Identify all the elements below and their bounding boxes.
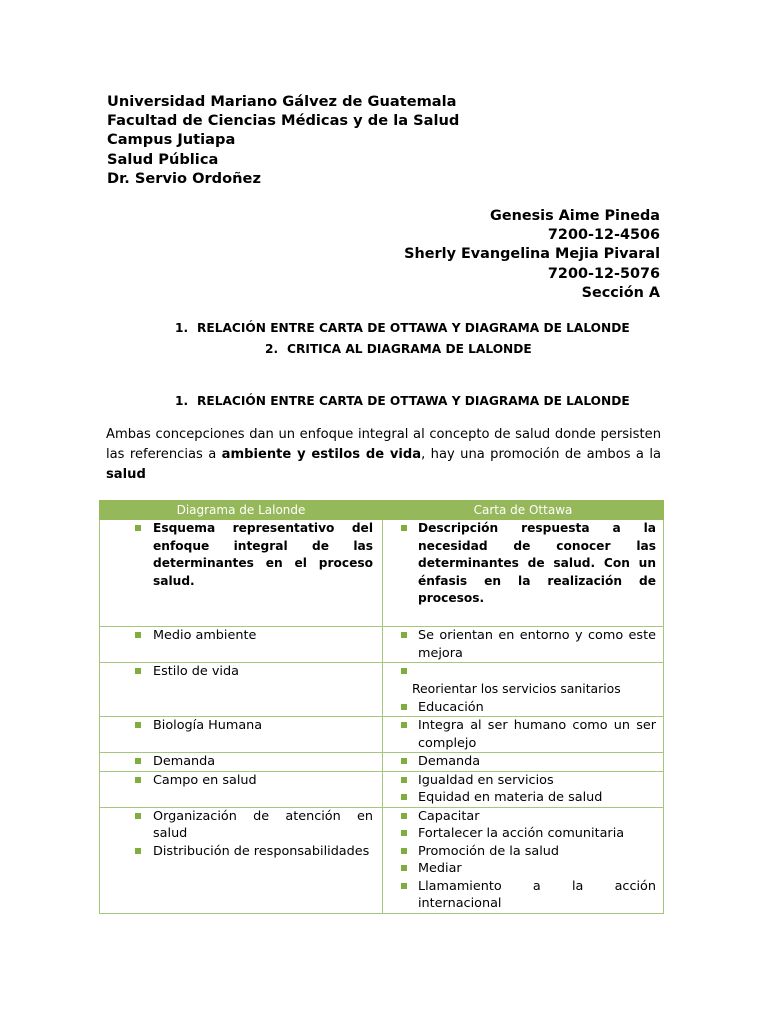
toc-item-2: [265, 340, 532, 358]
square-bullet-icon: [401, 758, 407, 764]
intro-text: , hay una promoción de ambos a la: [421, 447, 661, 462]
table-cell: [383, 807, 664, 913]
list-item: [383, 772, 663, 790]
table-cell: [100, 520, 383, 627]
table-row: [100, 807, 664, 913]
list-item-text: Reorientar los servicios sanitarios: [412, 681, 621, 696]
list-item-text: Organización de atención en salud: [153, 808, 373, 841]
square-bullet-icon: [135, 525, 141, 531]
list-item-text: Se orientan en entorno y como este mejora: [418, 628, 656, 661]
list-item: [383, 878, 663, 913]
list-item-text: Integra al ser humano como un ser complejo: [418, 718, 656, 751]
list-item: [383, 717, 663, 752]
list-item: [383, 520, 663, 608]
list-item-text: Esquema representativo del enfoque integral de las determinantes en el proceso salud.: [153, 521, 373, 588]
square-bullet-icon: [135, 758, 141, 764]
table-cell: [100, 717, 383, 753]
list-item-text: Medio ambiente: [153, 628, 257, 643]
square-bullet-icon: [401, 525, 407, 531]
table-cell: [100, 663, 383, 717]
square-bullet-icon: [401, 668, 407, 674]
square-bullet-icon: [401, 794, 407, 800]
square-bullet-icon: [401, 704, 407, 710]
table-row: [100, 717, 664, 753]
square-bullet-icon: [401, 830, 407, 836]
list-item: [383, 627, 663, 662]
list-item: [100, 520, 382, 590]
list-item: [100, 808, 382, 843]
comparison-table: [99, 500, 664, 914]
table-cell: [100, 807, 383, 913]
section-number: 1.: [175, 394, 189, 408]
list-item: [100, 717, 382, 735]
table-cell: [383, 753, 664, 772]
table-cell: [100, 753, 383, 772]
intro-text: Ambas concepciones dan un enfoque integral al concepto de salud donde persisten las referencias a: [106, 427, 661, 462]
empty-line: [418, 663, 656, 680]
table-row: [100, 771, 664, 807]
table-row: [100, 663, 664, 717]
list-item: [383, 825, 663, 843]
section-1-heading: [175, 392, 630, 410]
author-2-id: 7200-12-5076: [547, 265, 660, 282]
campus-name: Campus Jutiapa: [107, 131, 236, 149]
toc-item-text: RELACIÓN ENTRE CARTA DE OTTAWA Y DIAGRAMA DE LALONDE: [197, 321, 630, 335]
table-cell: [383, 520, 664, 627]
list-item-text: Educación: [418, 699, 484, 715]
author-1-name: Genesis Aime Pineda: [490, 208, 660, 224]
toc-item-number: 2.: [265, 342, 279, 356]
list-item: [100, 843, 382, 861]
toc-item-number: 1.: [175, 321, 189, 335]
list-item-text: Estilo de vida: [153, 664, 239, 679]
table-cell: [100, 627, 383, 663]
square-bullet-icon: [135, 632, 141, 638]
faculty-name: Facultad de Ciencias Médicas y de la Salud: [107, 112, 460, 130]
list-item-text: Descripción respuesta a la necesidad de conocer las determinantes de salud. Con un énfasis en la realización de procesos.: [418, 521, 656, 605]
author-1-id: 7200-12-4506: [547, 227, 660, 244]
table-cell: [383, 771, 664, 807]
list-item: [100, 753, 382, 771]
square-bullet-icon: [401, 865, 407, 871]
list-item-text: Llamamiento a la acción internacional: [418, 878, 656, 911]
column-header-ottawa: Carta de Ottawa: [383, 501, 664, 520]
square-bullet-icon: [135, 848, 141, 854]
list-item: [383, 808, 663, 826]
toc-item-text: CRITICA AL DIAGRAMA DE LALONDE: [287, 342, 532, 356]
course-name: Salud Pública: [107, 150, 219, 168]
column-header-lalonde: Diagrama de Lalonde: [100, 501, 383, 520]
intro-emphasis: ambiente y estilos de vida: [221, 447, 422, 462]
square-bullet-icon: [135, 813, 141, 819]
square-bullet-icon: [401, 632, 407, 638]
list-item-text: Promoción de la salud: [418, 843, 560, 859]
square-bullet-icon: [401, 848, 407, 854]
square-bullet-icon: [135, 668, 141, 674]
table-row: [100, 753, 664, 772]
section-label: Sección A: [581, 284, 660, 301]
list-item-text: Biología Humana: [153, 718, 263, 733]
list-item-text: Fortalecer la acción comunitaria: [418, 826, 625, 841]
list-item: [100, 663, 382, 681]
intro-emphasis: salud: [106, 467, 146, 482]
list-item: [383, 789, 663, 807]
square-bullet-icon: [401, 777, 407, 783]
square-bullet-icon: [401, 722, 407, 728]
list-item-text: Demanda: [418, 754, 481, 769]
list-item: [383, 843, 663, 861]
table-row: [100, 627, 664, 663]
author-2-name: Sherly Evangelina Mejia Pivaral: [404, 246, 660, 263]
table-row: [100, 520, 664, 627]
intro-paragraph: [106, 425, 661, 485]
list-item-text: Capacitar: [418, 808, 480, 824]
list-item-text: Mediar: [418, 861, 462, 876]
list-item: [383, 860, 663, 878]
table-header-row: [100, 501, 664, 520]
list-item: [100, 772, 382, 790]
list-item-text: Distribución de responsabilidades: [153, 843, 370, 859]
square-bullet-icon: [135, 722, 141, 728]
university-name: Universidad Mariano Gálvez de Guatemala: [107, 93, 457, 110]
table-cell: [383, 663, 664, 717]
table-cell: [100, 771, 383, 807]
table-cell: [383, 717, 664, 753]
square-bullet-icon: [135, 777, 141, 783]
list-item-text: Campo en salud: [153, 772, 257, 788]
list-item-text: Igualdad en servicios: [418, 772, 554, 788]
list-item: [383, 753, 663, 771]
table-cell: [383, 627, 664, 663]
institution-header: [107, 92, 459, 188]
list-item: [383, 699, 663, 717]
list-item: [100, 627, 382, 645]
square-bullet-icon: [401, 813, 407, 819]
square-bullet-icon: [401, 883, 407, 889]
instructor-name: Dr. Servio Ordoñez: [107, 169, 261, 187]
list-item-text: Demanda: [153, 754, 216, 769]
list-item-text: Equidad en materia de salud: [418, 790, 603, 805]
section-title: RELACIÓN ENTRE CARTA DE OTTAWA Y DIAGRAMA DE LALONDE: [197, 394, 630, 408]
authors-block: [404, 207, 660, 303]
toc-item-1: [175, 319, 630, 337]
list-item: [383, 663, 663, 699]
